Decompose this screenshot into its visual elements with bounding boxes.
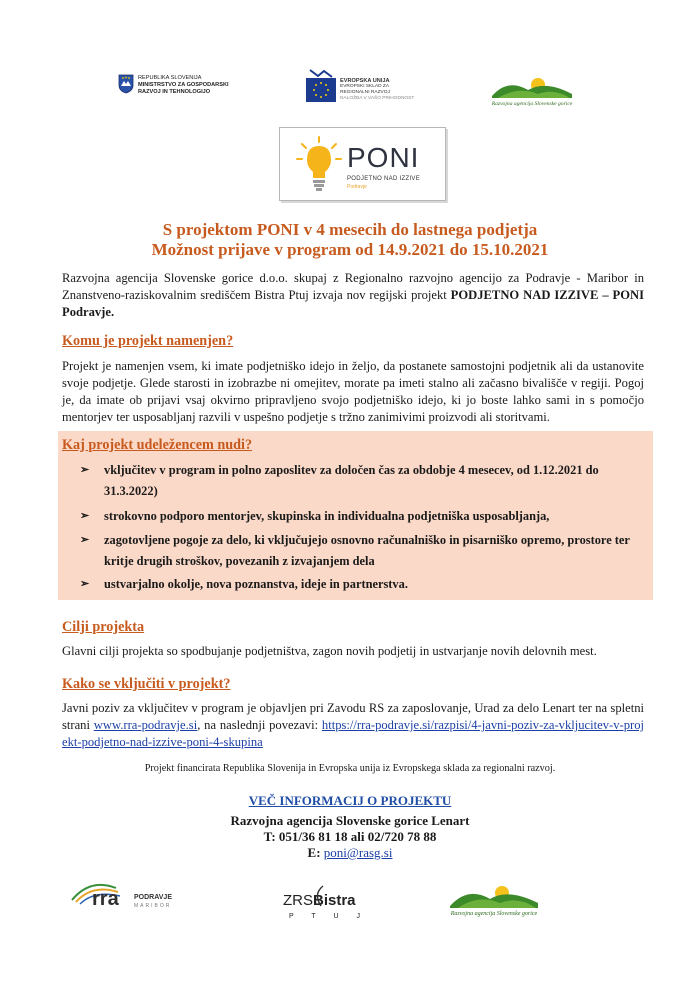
poni-subtitle: PODJETNO NAD IZZIVE [347, 176, 421, 182]
headline-line2: Možnost prijave v program od 14.9.2021 do 15.10.2021 [151, 240, 549, 259]
kako-text-before: Javni poziv za vključitev v program je objavljen pri Zavodu RS za zaposlovanje, Urad za delo Lenart ter na spletni strani [62, 701, 644, 732]
rra-sub2: MARIBOR [134, 903, 172, 909]
zrs-arc-icon [311, 884, 325, 908]
financing-note: Projekt financirata Republika Slovenija in Evropska unija iz Evropskega sklada za regionalni razvoj. [144, 763, 556, 774]
headline-line1: S projektom PONI v 4 mesecih do lastnega podjetja [162, 220, 538, 239]
intro-bold: PODJETNO NAD IZZIVE – PONI Podravje. [62, 288, 644, 319]
lightbulb-icon [296, 136, 342, 194]
intro-text: Razvojna agencija Slovenske gorice d.o.o. skupaj z Regionalno razvojno agencijo za Podravje - Maribor in Znanstveno-raziskovalnim središčem Bistra Ptuj izvaja nov regijski projekt [62, 271, 644, 302]
call-link[interactable]: https://rra-podravje.si/razpisi/4-javni-poziv-za-vkljucitev-v-projekt-podjetno-nad-izzive-poni-4-skupina [62, 718, 644, 749]
arrow-bullet-icon: ➢ [80, 464, 90, 476]
contact-email-line [0, 845, 700, 861]
eu-line1: EVROPSKA UNIJA [340, 78, 390, 84]
poni-title: PONI [347, 142, 420, 173]
kako-paragraph [62, 700, 644, 751]
rasg-logo-bottom [446, 880, 542, 924]
offer-bullet-text: vključitev v program in polno zaposlitev za določen čas za obdobje 4 mesecev, od 1.12.2021 do 31.3.2022) [104, 463, 599, 498]
ministry-logo [118, 72, 268, 106]
eu-line3: REGIONALNI RAZVOJ [340, 90, 390, 95]
contact-phone: T: 051/36 81 18 ali 02/720 78 88 [263, 829, 437, 844]
rra-text: rra [92, 888, 119, 910]
heading-kaj: Kaj projekt udeležencem nudi? [62, 437, 253, 453]
poni-region: Podravje [347, 184, 367, 190]
zrs-bistra-logo [283, 882, 373, 922]
slovenia-coat-of-arms-icon [118, 74, 134, 94]
intro-paragraph [62, 270, 644, 321]
offer-bullet-text: ustvarjalno okolje, nova poznanstva, ideje in partnerstva. [104, 577, 408, 591]
heading-komu: Komu je projekt namenjen? [62, 333, 234, 349]
rra-podravje-logo [70, 876, 190, 916]
more-info-heading: VEČ INFORMACIJ O PROJEKTU [248, 793, 452, 808]
contact-organization: Razvojna agencija Slovenske gorice Lenart [230, 813, 470, 828]
ministry-line2: MINISTRSTVO ZA GOSPODARSKI [138, 82, 229, 88]
hills-sun-icon [446, 880, 542, 910]
rasg-caption-top: Razvojna agencija Slovenske gorice [491, 101, 573, 107]
website-link[interactable]: www.rra-podravje.si [93, 718, 198, 732]
rra-sub: PODRAVJE [134, 894, 172, 901]
email-label: E: [307, 845, 324, 860]
offer-bullet-text: zagotovljene pogoje za delo, ki vključujejo osnovno računalniško in pisarniško opremo, prostore ter kritje drugih stroškov, povezanih z izvajanjem dela [104, 533, 630, 568]
email-link[interactable]: poni@rasg.si [323, 845, 393, 860]
zrs-ptuj: P T U J [289, 913, 368, 920]
heading-cilji: Cilji projekta [62, 619, 145, 635]
rasg-caption-bottom: Razvojna agencija Slovenske gorice [450, 911, 538, 917]
eu-logo [306, 68, 418, 104]
komu-paragraph: Projekt je namenjen vsem, ki imate podjetniško idejo in željo, da postanete samostojni podjetnik ali da ustanovite svoje podjetje. Glede starosti in izobrazbe ni omejitev, morate pa imeti stalno ali začasno bivališče v regiji. Pogoj je, da imate ob prijavi vsaj okvirno pripravljeno svojo podjetniško idejo, ki jo boste lahko sami in s pomočjo mentorjev ter usposabljanj razvili v uspešno podjetje s tržno zanimivimi proizvodi ali storitvami. [62, 359, 644, 424]
zrs-label: ZRS [283, 892, 313, 909]
hills-sun-icon [488, 72, 576, 100]
zrs-bistra-label: Bistra [313, 892, 356, 909]
cilji-paragraph: Glavni cilji projekta so spodbujanje podjetništva, zagon novih podjetij in ustvarjanje novih delovnih mest. [62, 644, 597, 658]
ministry-line1: REPUBLIKA SLOVENIJA [138, 75, 202, 81]
eu-line4: NALOŽBA V VAŠO PRIHODNOST [340, 96, 415, 101]
ministry-line3: RAZVOJ IN TEHNOLOGIJO [138, 89, 211, 95]
kako-text-mid: , na naslednji povezavi: [197, 718, 322, 732]
arrow-bullet-icon: ➢ [80, 510, 90, 522]
arrow-bullet-icon: ➢ [80, 534, 90, 546]
eu-flag-icon [306, 68, 336, 102]
arrow-bullet-icon: ➢ [80, 578, 90, 590]
poni-logo-box [279, 127, 446, 201]
eu-line2: EVROPSKI SKLAD ZA [340, 84, 390, 89]
rasg-logo-top [488, 72, 576, 112]
offer-bullet-text: strokovno podporo mentorjev, skupinska in individualna podjetniška usposabljanja, [104, 509, 550, 523]
heading-kako: Kako se vključiti v projekt? [62, 676, 231, 692]
